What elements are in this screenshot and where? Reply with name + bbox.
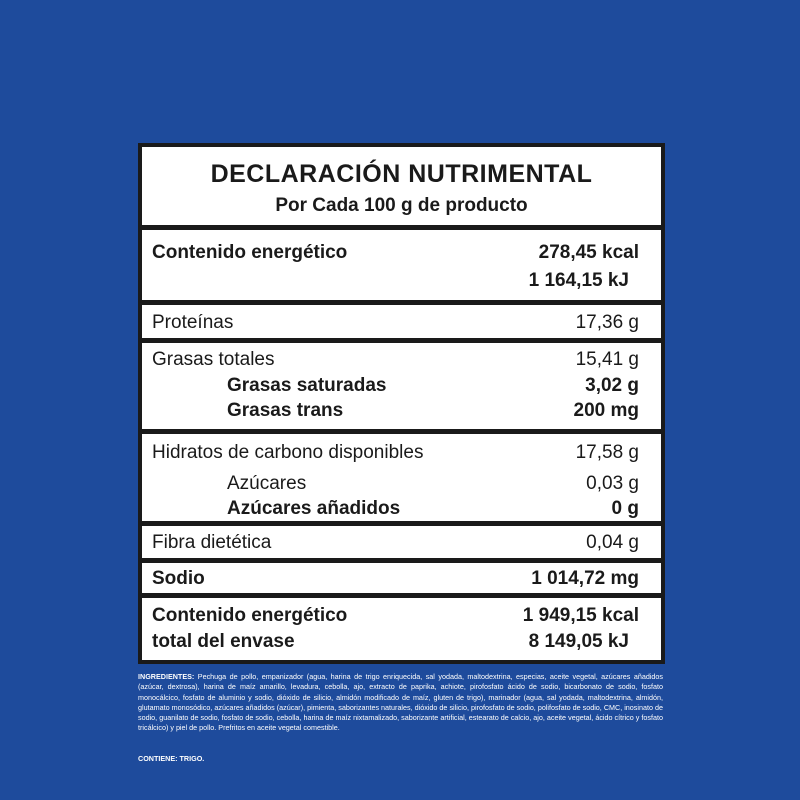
- ingredients-list: Pechuga de pollo, empanizador (agua, harina de trigo enriquecida, sal yodada, maltodextrina, especias, aceite vegetal, azúcares añadidos (azúcar, dextrosa), harina de maíz amarillo, levadura, cebolla, ajo, extracto de paprika, achiote, pirofosfato ácido de sodio, bicarbonato de sodio, fosfato monocálcico, fosfato de aluminio y sodio, dióxido de silicio, almidón modificado de maíz, gluten de trigo), marinador (agua, sal yodada, maltodextrina, almidón, glutamato monosódico, azúcares añadidos (azúcar), pimienta, saborizantes naturales, dióxido de silicio, pirofosfato de sodio, polifosfato de sodio, CMC, inosinato de sodio, guanilato de sodio, fosfato de sodio, cebolla, harina de maíz nixtamalizado, saborizante artificial, estearato de calcio, ajo, aceite vegetal, ácido cítrico y fosfato tricálcico) y piel de pollo. Prefritos en aceite vegetal comestible.: [138, 672, 664, 733]
- allergen-statement: CONTIENE: TRIGO.: [138, 754, 205, 763]
- trans-row: [152, 399, 639, 423]
- sodium-section: [142, 563, 661, 598]
- total-energy-kj: 8 149,05 kJ: [528, 631, 629, 652]
- trans-label: Grasas trans: [227, 400, 344, 421]
- proteins-label: Proteínas: [152, 312, 234, 333]
- proteins-row: [152, 311, 639, 335]
- energy-kj: 1 164,15 kJ: [528, 270, 629, 291]
- energy-kcal: 278,45 kcal: [538, 242, 639, 263]
- sodium-value: 1 014,72 mg: [531, 568, 639, 589]
- sodium-label: Sodio: [152, 568, 205, 589]
- trans-value: 200 mg: [573, 400, 639, 421]
- fats-label: Grasas totales: [152, 349, 275, 370]
- proteins-value: 17,36 g: [575, 312, 639, 333]
- sugars-label: Azúcares: [227, 473, 307, 494]
- carbs-label: Hidratos de carbono disponibles: [152, 442, 424, 463]
- carbs-row: [152, 441, 639, 465]
- ingredients-text: [138, 672, 663, 734]
- total-energy-row: [152, 604, 639, 628]
- added-sugars-row: [152, 497, 639, 521]
- fiber-label: Fibra dietética: [152, 532, 272, 553]
- fiber-section: [142, 526, 661, 563]
- carbs-value: 17,58 g: [575, 442, 639, 463]
- sugars-row: [152, 472, 639, 496]
- fats-section: [142, 343, 661, 434]
- carbs-section: [142, 434, 661, 526]
- total-energy-section: [142, 598, 661, 658]
- fats-value: 15,41 g: [575, 349, 639, 370]
- total-energy-row-2: [152, 630, 639, 654]
- sugars-value: 0,03 g: [586, 473, 639, 494]
- sodium-row: [152, 567, 639, 591]
- fiber-value: 0,04 g: [586, 532, 639, 553]
- fiber-row: [152, 531, 639, 555]
- saturated-row: [152, 374, 639, 398]
- label-subtitle: Por Cada 100 g de producto: [275, 195, 528, 216]
- total-energy-label-line1: Contenido energético: [152, 605, 348, 626]
- energy-kj-row: [152, 269, 639, 293]
- energy-row: [152, 241, 639, 265]
- total-energy-label-line2: total del envase: [152, 631, 295, 652]
- saturated-value: 3,02 g: [585, 375, 639, 396]
- proteins-section: [142, 305, 661, 343]
- label-title: DECLARACIÓN NUTRIMENTAL: [210, 160, 593, 188]
- nutrition-label: [138, 143, 665, 664]
- ingredients-heading: INGREDIENTES:: [138, 672, 195, 681]
- label-header: [142, 147, 661, 230]
- added-sugars-value: 0 g: [611, 498, 639, 519]
- energy-label: Contenido energético: [152, 242, 348, 263]
- energy-section: [142, 230, 661, 305]
- total-energy-kcal: 1 949,15 kcal: [522, 605, 639, 626]
- added-sugars-label: Azúcares añadidos: [227, 498, 401, 519]
- fats-row: [152, 348, 639, 372]
- saturated-label: Grasas saturadas: [227, 375, 387, 396]
